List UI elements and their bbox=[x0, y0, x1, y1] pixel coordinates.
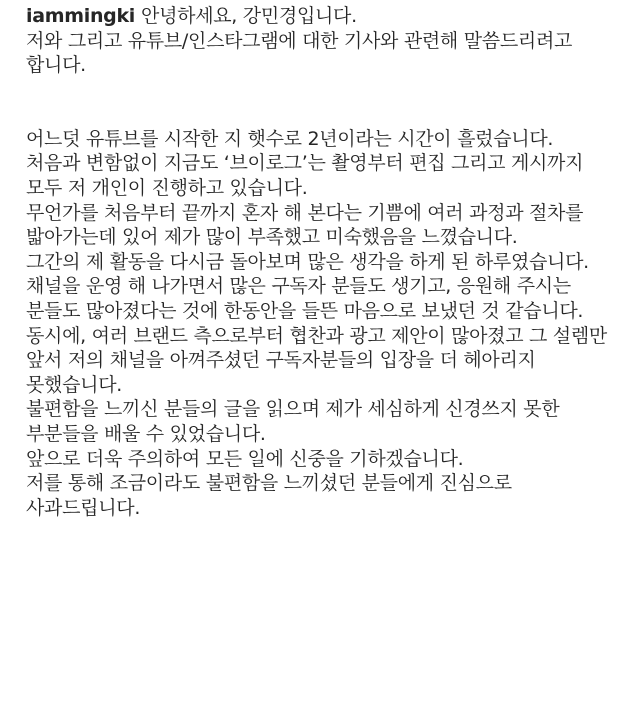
caption-paragraph: 무언가를 처음부터 끝까지 혼자 해 본다는 기쁨에 여러 과정과 절차를 밟아가는데 있어 제가 많이 부족했고 미숙했음을 느꼈습니다. bbox=[26, 201, 584, 249]
caption-paragraph: 처음과 변함없이 지금도 ‘브이로그’는 촬영부터 편집 그리고 게시까지 모두 저 개인이 진행하고 있습니다. bbox=[26, 152, 584, 199]
caption-paragraph: 앞으로 더욱 주의하여 모든 일에 신중을 기하겠습니다. bbox=[26, 447, 464, 470]
paragraph-spacer bbox=[26, 78, 614, 127]
caption-paragraph: 어느덧 유튜브를 시작한 지 햇수로 2년이라는 시간이 흘렀습니다. bbox=[26, 127, 554, 150]
caption-paragraph: 저를 통해 조금이라도 불편함을 느끼셨던 분들에게 진심으로 사과드립니다. bbox=[26, 472, 512, 519]
username-link[interactable]: iammingki bbox=[26, 5, 136, 27]
intro-text: 저와 그리고 유튜브/인스타그램에 대한 기사와 관련해 말씀드리려고 합니다. bbox=[26, 29, 573, 77]
caption-paragraph: 채널을 운영 해 나가면서 많은 구독자 분들도 생기고, 응원해 주시는 분들도 많아졌다는 것에 한동안을 들뜬 마음으로 보냈던 것 같습니다. bbox=[26, 275, 584, 322]
caption-paragraph: 그간의 제 활동을 다시금 돌아보며 많은 생각을 하게 된 하루였습니다. bbox=[26, 250, 589, 273]
caption-header-line bbox=[26, 4, 614, 29]
caption-paragraph: 불편함을 느끼신 분들의 글을 읽으며 제가 세심하게 신경쓰지 못한 부분들을 배울 수 있었습니다. bbox=[26, 398, 560, 445]
greeting-text: 안녕하세요, 강민경입니다. bbox=[141, 5, 357, 27]
caption-paragraph: 동시에, 여러 브랜드 측으로부터 협찬과 광고 제안이 많아졌고 그 설렘만 앞서 저의 채널을 아껴주셨던 구독자분들의 입장을 더 헤아리지 못했습니다. bbox=[26, 324, 607, 396]
